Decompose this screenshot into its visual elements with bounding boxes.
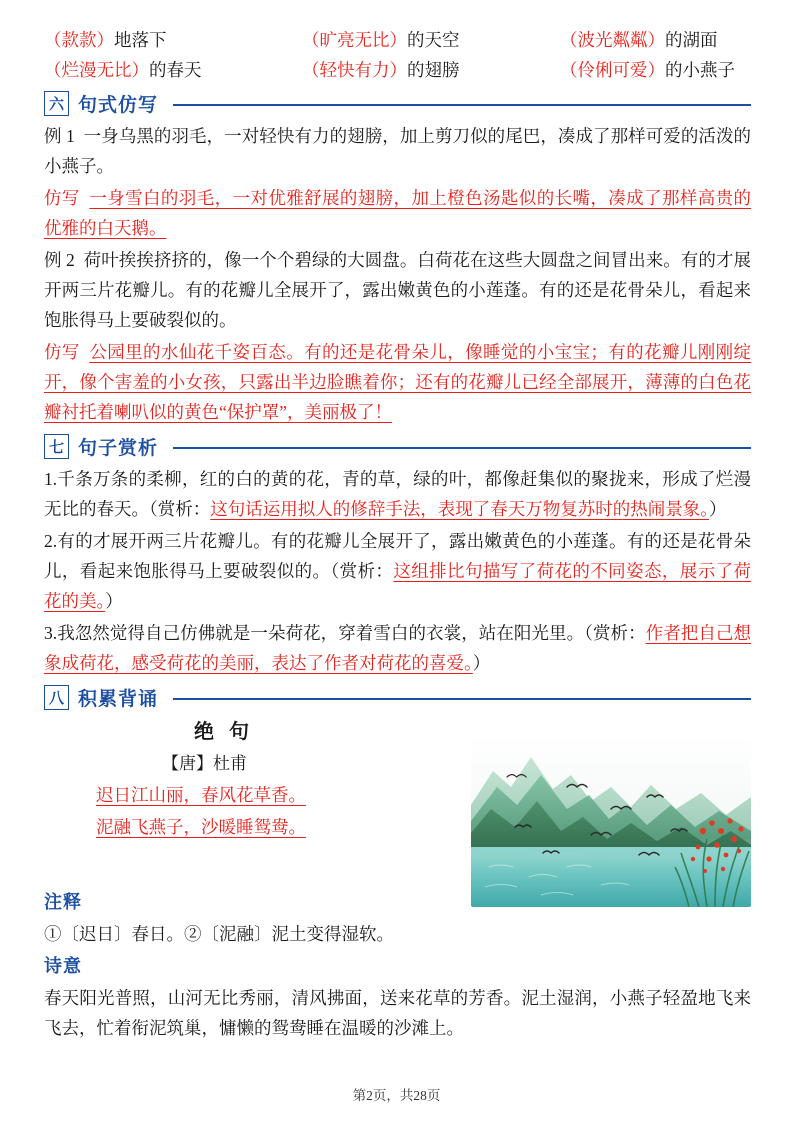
- phrase-text: 的春天: [149, 60, 202, 80]
- section-number: 八: [44, 685, 69, 710]
- phrase-item: [302, 56, 560, 84]
- phrase-answer: （款款）: [44, 30, 114, 50]
- page-footer: 第2页，共28页: [352, 1088, 441, 1103]
- phrase-item: [560, 56, 751, 84]
- poem-block: [44, 715, 751, 885]
- phrase-grid: [44, 26, 751, 84]
- phrase-item: [302, 26, 560, 54]
- imitation-1-paragraph: [44, 183, 751, 243]
- appreciation-close: ）: [105, 591, 123, 611]
- phrase-item: [44, 26, 302, 54]
- section-number: 六: [44, 91, 69, 116]
- section-rule: [173, 447, 751, 449]
- example-1-paragraph: [44, 121, 751, 181]
- imitation-1-label: 仿写: [44, 188, 80, 208]
- section-rule: [173, 104, 751, 106]
- example-1-label: 例 1: [44, 126, 75, 146]
- poem-line-text: 泥融飞燕子，沙暖睡鸳鸯。: [96, 817, 306, 837]
- example-1-text: 一身乌黑的羽毛，一对轻快有力的翅膀，加上剪刀似的尾巴，凑成了那样可爱的活泼的小燕子。: [44, 126, 752, 176]
- example-2-paragraph: [44, 245, 751, 335]
- appreciation-question: 3.我忽然觉得自己仿佛就是一朵荷花，穿着雪白的衣裳，站在阳光里。（赏析：: [44, 623, 646, 643]
- poem-line-text: 迟日江山丽，春风花草香。: [96, 785, 306, 805]
- imitation-2-answer: 公园里的水仙花千姿百态。有的还是花骨朵儿，像睡觉的小宝宝；有的花瓣儿刚刚绽开，像个害羞的小女孩，只露出半边脸瞧着你；还有的花瓣儿已经全部展开，薄薄的白色花瓣衬托着喇叭似的黄色“保护罩”，美丽极了！: [44, 342, 752, 422]
- example-2-text: 荷叶挨挨挤挤的，像一个个碧绿的大圆盘。白荷花在这些大圆盘之间冒出来。有的才展开两三片花瓣儿。有的花瓣儿全展开了，露出嫩黄色的小莲蓬。有的还是花骨朵儿，看起来饱胀得马上要破裂似的。: [44, 250, 752, 330]
- section-header-6: [44, 90, 751, 117]
- phrase-item: [560, 26, 751, 54]
- phrase-text: 的湖面: [665, 30, 718, 50]
- section-title: 句子赏析: [78, 438, 159, 459]
- phrase-answer: （烂漫无比）: [44, 60, 149, 80]
- appreciation-answer: 这句话运用拟人的修辞手法，表现了春天万物复苏时的热闹景象。: [210, 499, 709, 519]
- phrase-answer: （伶俐可爱）: [560, 60, 665, 80]
- section-title: 句式仿写: [78, 95, 159, 116]
- meaning-text: 春天阳光普照，山河无比秀丽，清风拂面，送来花草的芳香。泥土湿润，小燕子轻盈地飞来飞去，忙着衔泥筑巢，慵懒的鸳鸯睡在温暖的沙滩上。: [44, 988, 751, 1038]
- section-title: 积累背诵: [78, 689, 159, 710]
- imitation-2-label: 仿写: [44, 342, 80, 362]
- appreciation-close: ）: [472, 653, 491, 673]
- phrase-answer: （波光粼粼）: [560, 30, 665, 50]
- notes-heading: 注释: [44, 892, 82, 912]
- section-rule: [173, 698, 751, 700]
- phrase-answer: （旷亮无比）: [302, 30, 407, 50]
- phrase-item: [44, 56, 302, 84]
- phrase-text: 的天空: [407, 30, 460, 50]
- section-header-8: [44, 684, 751, 711]
- appreciation-answer: 作者把自己想象成荷花，感受荷花的美丽，表达了作者对荷花的喜爱。: [44, 623, 751, 673]
- appreciation-item: [44, 618, 751, 678]
- section-header-7: [44, 433, 751, 460]
- meaning-heading: 诗意: [44, 956, 82, 976]
- poem-author: 【唐】杜甫: [162, 754, 247, 773]
- appreciation-question: 2.有的才展开两三片花瓣儿。有的花瓣儿全展开了，露出嫩黄色的小莲蓬。有的还是花骨朵儿，看起来饱胀得马上要破裂似的。（赏析：: [44, 531, 751, 581]
- phrase-text: 的小燕子: [665, 60, 735, 80]
- phrase-text: 的翅膀: [407, 60, 460, 80]
- appreciation-item: [44, 464, 751, 524]
- example-2-label: 例 2: [44, 250, 75, 270]
- landscape-swallows-painting: [471, 735, 751, 907]
- notes-text: ①〔迟日〕春日。②〔泥融〕泥土变得湿软。: [44, 924, 394, 944]
- appreciation-question: 1.千条万条的柔柳，红的白的黄的花，青的草，绿的叶，都像赶集似的聚拢来，形成了烂漫无比的春天。（赏析：: [44, 469, 751, 519]
- section-number: 七: [44, 434, 69, 459]
- imitation-2-paragraph: [44, 337, 751, 427]
- poem-title: 绝 句: [194, 721, 254, 743]
- phrase-text: 地落下: [114, 30, 167, 50]
- phrase-answer: （轻快有力）: [302, 60, 407, 80]
- appreciation-close: ）: [709, 499, 727, 519]
- imitation-1-answer: 一身雪白的羽毛，一对优雅舒展的翅膀，加上橙色汤匙似的长嘴，凑成了那样高贵的优雅的白天鹅。: [44, 188, 752, 238]
- appreciation-item: [44, 526, 751, 616]
- appreciation-answer: 这组排比句描写了荷花的不同姿态，展示了荷花的美。: [44, 561, 751, 611]
